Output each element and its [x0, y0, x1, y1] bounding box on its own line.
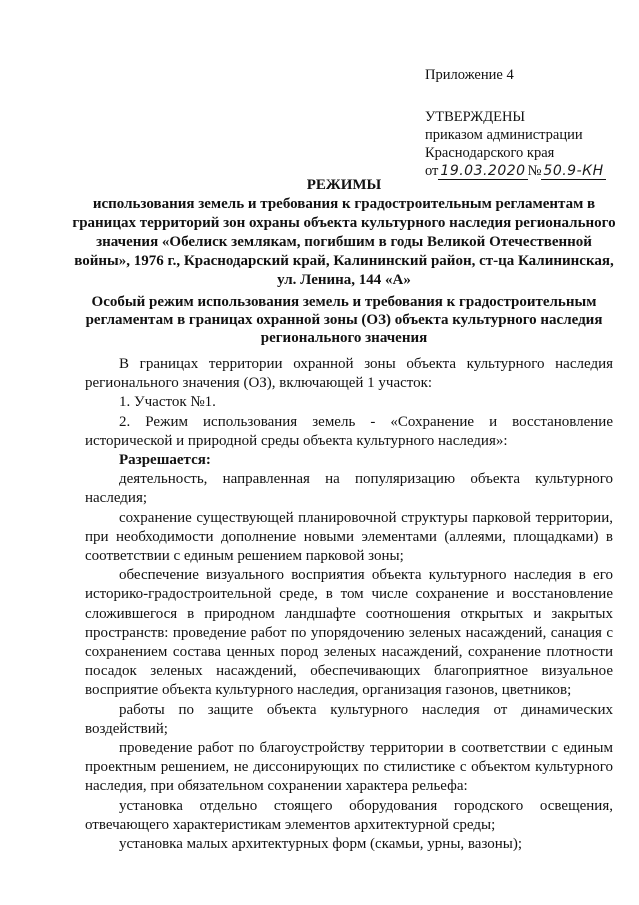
approved-label: УТВЕРЖДЕНЫ	[425, 109, 526, 125]
permitted-heading: Разрешается:	[119, 452, 211, 469]
paragraph: установка отдельно стоящего оборудования городского освещения, отвечающего характеристикам элементов архитектурной среды;	[85, 797, 613, 833]
order-line-1: приказом администрации	[425, 127, 583, 143]
title-heading: РЕЖИМЫ	[306, 177, 382, 193]
handwritten-number: 50.9-КН	[543, 163, 604, 179]
number-sign: №	[527, 163, 542, 179]
appendix-label: Приложение 4	[425, 67, 514, 83]
paragraph: 2. Режим использования земель - «Сохранение и восстановление исторической и природной среды объекта культурного наследия»:	[85, 413, 613, 449]
title-text: использования земель и требования к градостроительным регламентам в границах территорий зон охраны объекта культурного наследия регионального значения «Обелиск землякам, погибшим в годы Великой Отечественной войны», 1976 г., Краснодарский край, Калининский район, ст-ца Калининская, ул. Ленина, 144 «А»	[72, 196, 616, 288]
section-subtitle: Особый режим использования земель и требования к градостроительным регламентам в границах охранной зоны (ОЗ) объекта культурного наследия регионального значения	[85, 294, 603, 346]
paragraph: обеспечение визуального восприятия объекта культурного наследия в его историко-градостроительной среде, в том числе сохранение и восстановление сложившегося в природном ландшафте соотношения открытых и закрытых пространств: проведение работ по упорядочению зеленых насаждений, санация с сохранением состава ценных пород зеленых насаждений, сохранение плотности посадок зеленых насаждений, обеспечивающих благоприятное визуальное восприятие объекта культурного наследия, организация газонов, цветников;	[85, 567, 613, 699]
paragraph: В границах территории охранной зоны объекта культурного наследия регионального значения (ОЗ), включающей 1 участок:	[85, 356, 613, 392]
handwritten-date: 19.03.2020	[440, 163, 526, 179]
approval-block	[425, 66, 625, 180]
paragraph: сохранение существующей планировочной структуры парковой территории, при необходимости дополнение новыми элементами (аллеями, площадками) в соответствии с единым решением парковой зоны;	[85, 509, 613, 565]
from-prefix: от	[425, 163, 439, 179]
paragraph: 1. Участок №1.	[119, 394, 216, 411]
paragraph: деятельность, направленная на популяризацию объекта культурного наследия;	[85, 471, 613, 507]
paragraph: проведение работ по благоустройству территории в соответствии с единым проектным решением, не диссонирующих по стилистике с объектом культурного наследия, при обязательном сохранении характера рельефа:	[85, 740, 613, 795]
document-body	[85, 355, 613, 854]
paragraph: установка малых архитектурных форм (скамьи, урны, вазоны);	[119, 836, 523, 853]
document-title	[70, 176, 618, 290]
order-line-2: Краснодарского края	[425, 145, 555, 161]
paragraph: работы по защите объекта культурного наследия от динамических воздействий;	[85, 701, 613, 737]
